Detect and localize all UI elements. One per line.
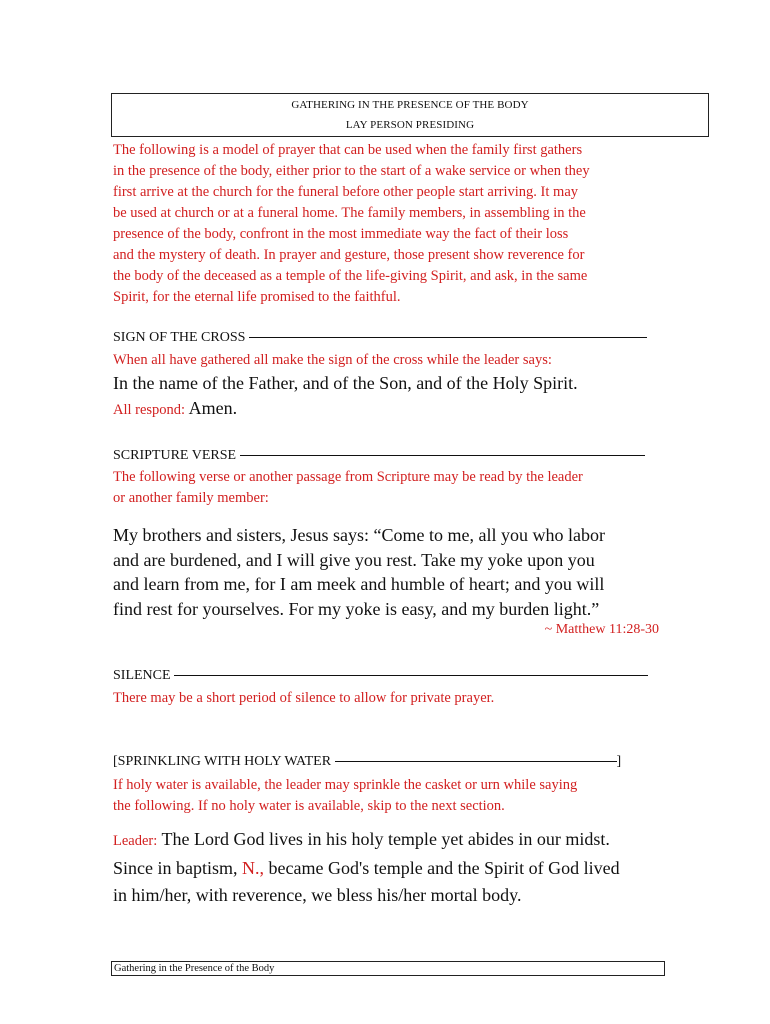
silence-rubric: There may be a short period of silence to allow for private prayer.: [113, 690, 495, 706]
heading-text: SCRIPTURE VERSE: [113, 448, 237, 463]
intro-line: first arrive at the church for the funeral before other people start arriving. It may: [113, 184, 579, 200]
heading-rule: [335, 761, 617, 762]
section-heading-sprinkling: [113, 754, 621, 770]
name-placeholder: N.,: [242, 858, 264, 878]
section-heading-scripture: [113, 448, 645, 464]
sign-of-cross-rubric: When all have gathered all make the sign of the cross while the leader says:: [113, 352, 552, 368]
prayer-line: [113, 826, 620, 855]
rubric-line: If holy water is available, the leader may sprinkle the casket or urn while saying: [113, 777, 578, 793]
scripture-rubric: [113, 467, 583, 509]
heading-bracket: ]: [616, 754, 622, 769]
section-heading-silence: [113, 668, 648, 684]
prayer-line: [113, 855, 620, 882]
response-label: All respond:: [113, 402, 186, 418]
sign-of-cross-prayer: In the name of the Father, and of the Son, and of the Holy Spirit.: [113, 373, 578, 393]
heading-rule: [240, 455, 645, 456]
title-line-2: LAY PERSON PRESIDING: [345, 119, 475, 131]
heading-text: [SPRINKLING WITH HOLY WATER: [113, 754, 332, 769]
document-title: [112, 97, 708, 113]
page-footer: [111, 961, 665, 976]
heading-rule: [249, 337, 647, 338]
intro-line: be used at church or at a funeral home. The family members, in assembling in the: [113, 205, 586, 221]
heading-text: SILENCE: [113, 668, 171, 683]
prayer-text: The Lord God lives in his holy temple yet abides in our midst.: [161, 829, 610, 849]
rubric-line: or another family member:: [113, 490, 269, 506]
intro-rubric: [113, 140, 673, 308]
intro-line: The following is a model of prayer that can be used when the family first gathers: [113, 142, 583, 158]
heading-rule: [174, 675, 648, 676]
intro-line: presence of the body, confront in the most immediate way the fact of their loss: [113, 226, 569, 242]
response-text: Amen.: [188, 398, 238, 418]
leader-label: Leader:: [113, 833, 158, 849]
sprinkling-prayer: [113, 826, 620, 909]
scripture-citation: ~ Matthew 11:28-30: [544, 622, 659, 637]
verse-line: and are burdened, and I will give you rest. Take my yoke upon you: [113, 549, 595, 570]
sprinkling-rubric: [113, 775, 577, 817]
verse-line: My brothers and sisters, Jesus says: “Come to me, all you who labor: [113, 525, 605, 545]
verse-line: find rest for yourselves. For my yoke is easy, and my burden light.”: [113, 598, 600, 619]
intro-line: Spirit, for the eternal life promised to the faithful.: [113, 289, 401, 305]
footer-text: Gathering in the Presence of the Body: [114, 963, 275, 974]
intro-line: in the presence of the body, either prior to the start of a wake service or when they: [113, 163, 590, 179]
prayer-text: became God's temple and the Spirit of God lived: [268, 858, 620, 878]
scripture-verse: [113, 523, 605, 621]
verse-line: and learn from me, for I am meek and humble of heart; and you will: [113, 574, 605, 594]
heading-text: SIGN OF THE CROSS: [113, 330, 246, 345]
intro-line: and the mystery of death. In prayer and gesture, those present show reverence for: [113, 247, 585, 263]
rubric-line: the following. If no holy water is available, skip to the next section.: [113, 798, 505, 814]
title-line-1: GATHERING IN THE PRESENCE OF THE BODY: [291, 99, 529, 111]
title-box: [111, 93, 709, 137]
sign-of-cross-response: [113, 396, 237, 422]
document-subtitle: [112, 117, 708, 133]
rubric-line: The following verse or another passage from Scripture may be read by the leader: [113, 469, 583, 485]
intro-line: the body of the deceased as a temple of the life-giving Spirit, and ask, in the same: [113, 268, 588, 284]
prayer-text: Since in baptism,: [113, 858, 238, 878]
section-heading-sign-of-cross: [113, 330, 647, 346]
prayer-line: in him/her, with reverence, we bless his/her mortal body.: [113, 885, 522, 905]
